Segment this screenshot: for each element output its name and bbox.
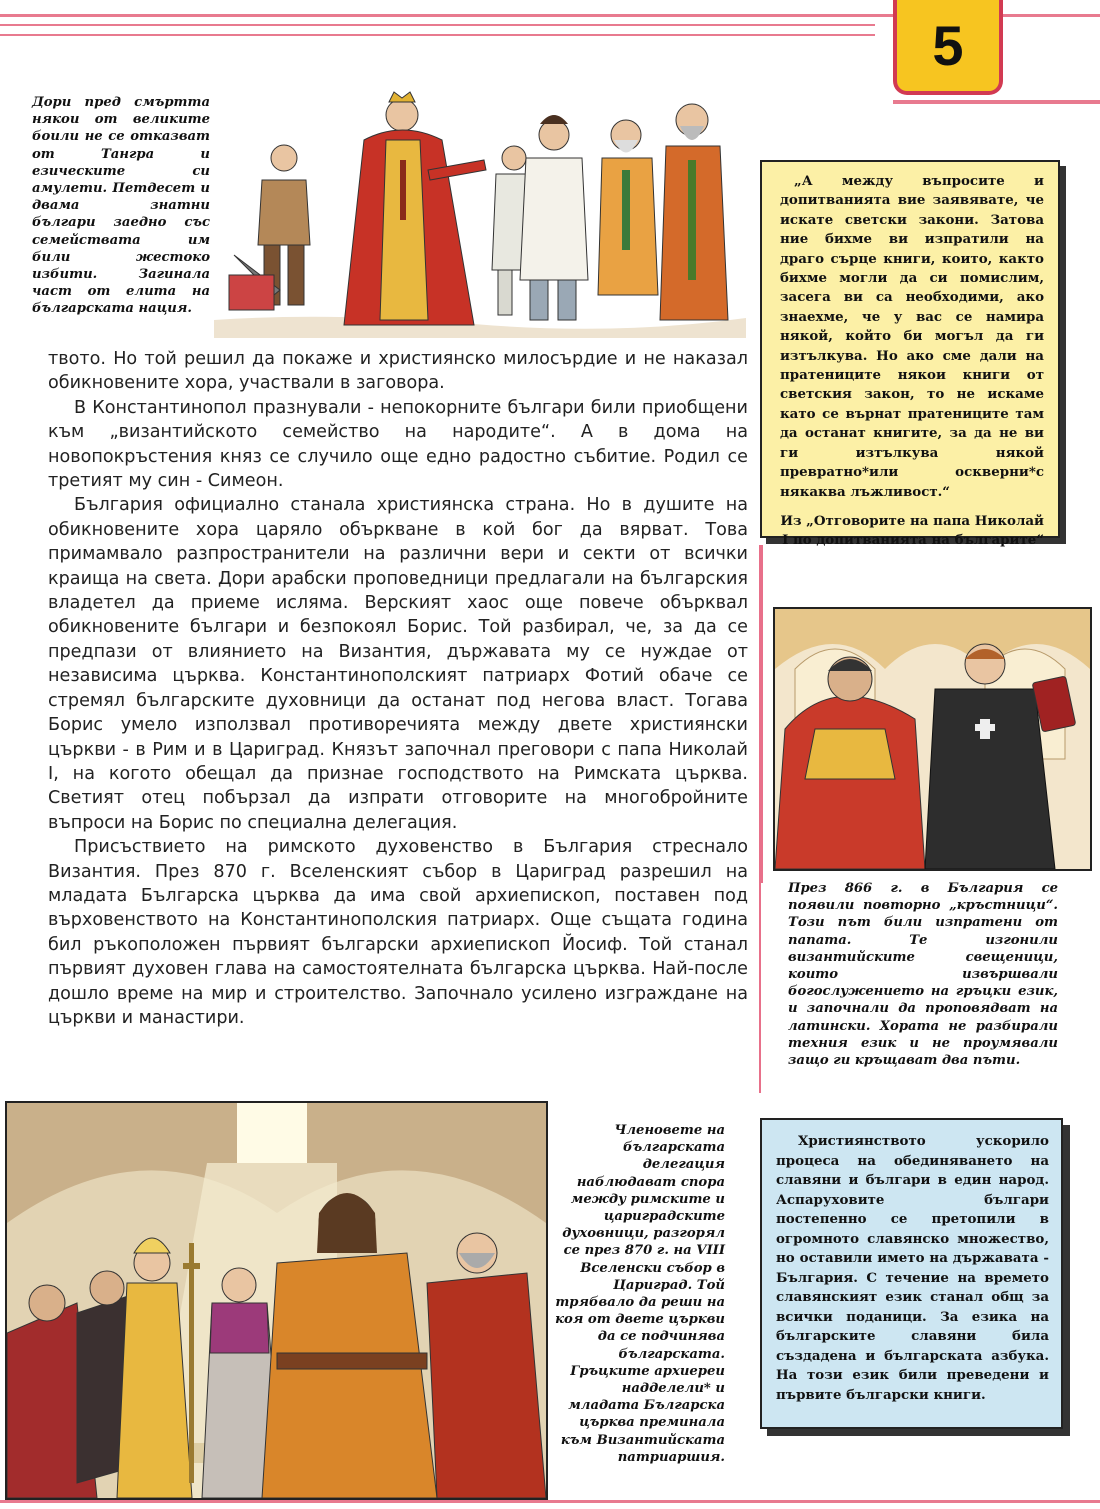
- top-rule-2: [0, 24, 875, 26]
- caption-right-illustration: През 866 г. в България се появили повторно „кръстници“. Този път били изпратени от папата. Те изгонили византийските свещеници, които извършвали богослужението на гръцки език, и започнали да проповядват на латински. Хората не разбирали техния език и не проумявали защо ги кръщават два пъти.: [788, 881, 1058, 1069]
- bottom-rule: [0, 1500, 1100, 1503]
- main-article-text: [48, 347, 748, 1030]
- paragraph-2: В Константинопол празнували - непокорните българи били приобщени към „византийското семейство на народите“. А в дома на новопокръстения княз се случило още едно радостно събитие. Родил се третият му син - Симеон.: [48, 397, 748, 492]
- paragraph-4: Присъствието на римското духовенство в България стреснало Византия. През 870 г. Вселенският събор в Цариград разрешил на младата Българска църква да има свой архиепископ, поставен под върховенството на Константинополския патриарх. Още същата година бил ръкоположен първият български архиепископ Йосиф. Той станал първият духовен глава на самостоятелната българска църква. Най-после дошло време на мир и строителство. Започнало усилено изграждане на църкви и манастири.: [48, 837, 748, 1028]
- info-box-christianity: [760, 1118, 1063, 1429]
- illustration-latin-priests: [773, 607, 1092, 871]
- paragraph-1: твото. Но той решил да покаже и християнско милосърдие и не наказал обикновените хора, участвали в заговора.: [48, 349, 748, 394]
- illustration-church-council: [5, 1101, 548, 1500]
- pink-divider-2: [759, 883, 761, 1093]
- quote-box-papal-answers: [760, 160, 1060, 549]
- paragraph-3: България официално станала християнска страна. Но в душите на обикновените хора царяло объркване в кой бог да вярват. Това примамвало разпространители на различни вери и секти от всички краища на света. Дори арабски проповедници предлагали на българския владетел да приеме исляма. Верският хаос още повече обърквал обикновените българи и безпокоял Борис. Той разбирал, че, за да се предпази от влиянието на Византия, държавата му се нуждае от независима църква. Константинополският патриарх Фотий обаче се стремял българските духовници да останат под негова власт. Тогава Борис умело използвал противоречията между двете християнски църкви - в Рим и в Цариград. Князът започнал преговори с папа Николай I, на когото обещал да признае господството на Римската църква. Светият отец побързал да изпрати отговорите на многобройните въпроси на Борис по специална делегация.: [48, 495, 748, 833]
- quote-source: Из „Отговорите на папа Николай I по допитванията на българите“: [780, 512, 1044, 549]
- page-number-rule: [893, 100, 1100, 104]
- page-number: 5: [893, 0, 1003, 95]
- quote-text: „А между въпросите и допитванията вие заявявате, че искате светски закони. Затова ние бихме ви изпратили на драго сърце книги, които, както бихме могли да си помислим, засега ви са необходими, ако знаехме, че у вас се намира някой, който би могъл да ги изтълкува. Но ако сме дали на пратениците някои книги от светския закон, то не искаме като се върнат пратениците там да останат книгите, за да не ви ги изтълкува някой превратно*или оскверни*с някаква лъжливост.“: [780, 173, 1044, 500]
- info-box-text: Християнството ускорило процеса на обединяването на славяни и българи в един народ. Аспаруховите българи постепенно се претопили в огромното славянско множество, но оставили името на държавата - България. С течение на времето славянският език станал общ за всички поданици. За езика на българските славяни била създадена и българската азбука. На този език били преведени и първите български книги.: [776, 1133, 1049, 1403]
- caption-bottom-illustration: Членовете на българската делегация наблюдават спора между римските и цариградските духовници, разгорял се през 870 г. на VIII Вселенски събор в Цариград. Той трябвало да реши на коя от двете църкви да се подчинява българската. Гръцките архиереи надделели* и младата Българска църква преминала към Византийската патриаршия.: [555, 1123, 725, 1465]
- pink-divider: [759, 545, 763, 883]
- caption-top-illustration: Дори пред смъртта някои от великите боили не се отказват от Тангра и езическите си амулети. Петдесет и двама знатни българи заедно със семействата им били жестоко избити. Загинала част от елита на българската нация.: [32, 95, 210, 317]
- top-rule-3: [0, 34, 875, 36]
- illustration-boyars-execution: [214, 80, 746, 338]
